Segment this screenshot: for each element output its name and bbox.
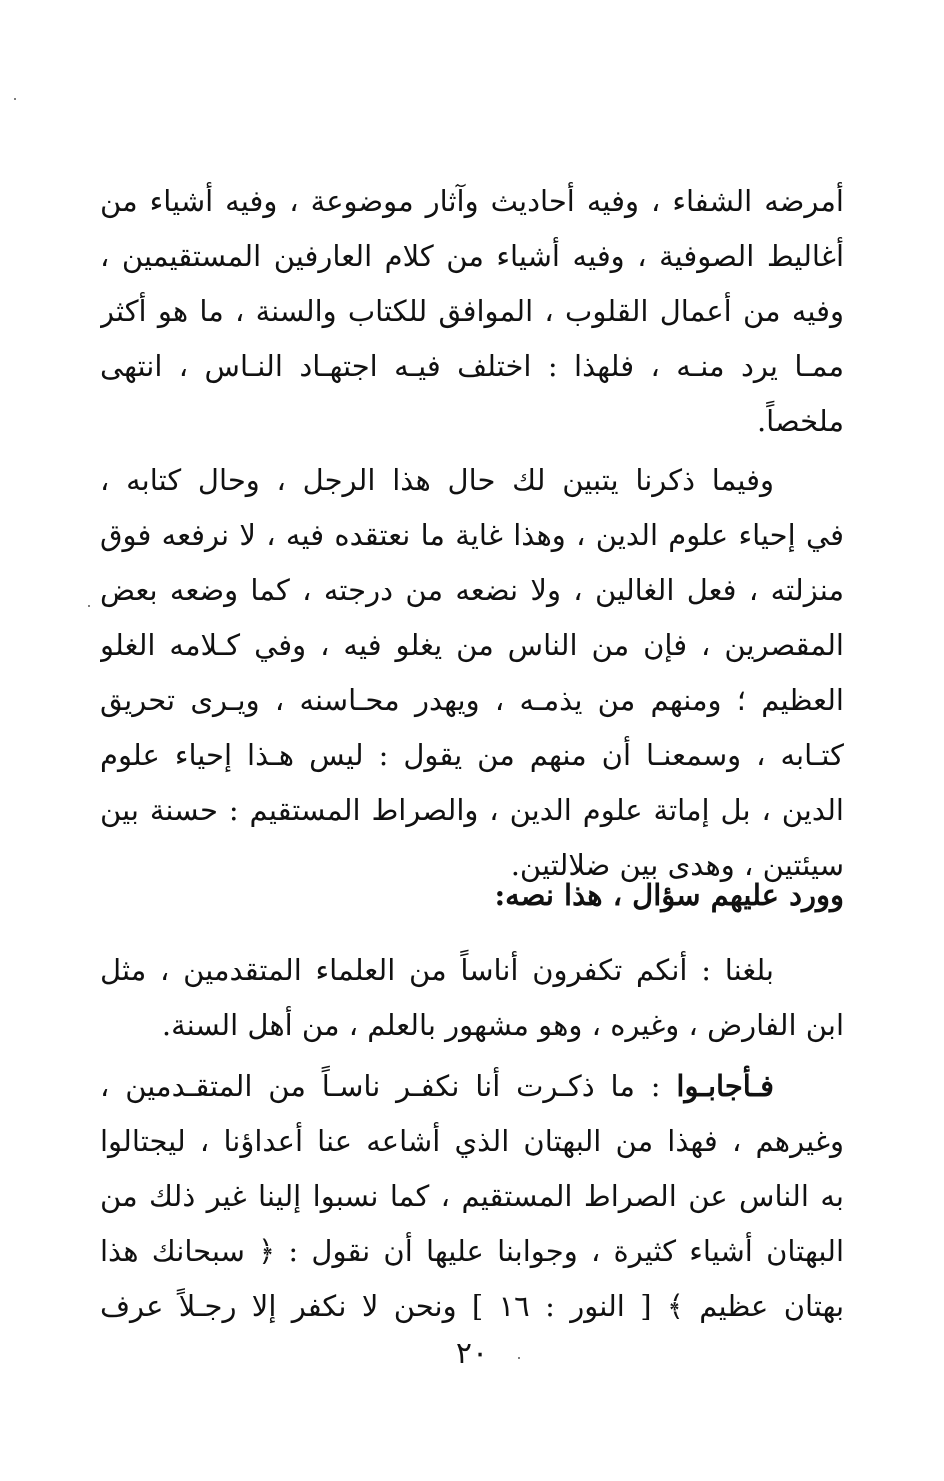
text-line: المقصرين ، فإن من الناس من يغلو فيه ، وفي كـلامه الغلو: [100, 628, 844, 662]
scan-speck: [88, 605, 90, 607]
text-line: ممـا يرد منـه ، فلهذا : اختلف فيـه اجتهـاد النـاس ، انتهى: [100, 349, 844, 383]
text-line: ابن الفارض ، وغيره ، وهو مشهور بالعلم ، من أهل السنة.: [161, 1008, 844, 1042]
text-line: العظيم ؛ ومنهم من يذمـه ، ويهدر محـاسنه ، ويـرى تحريق: [100, 683, 844, 717]
text-line: وفيه من أعمال القلوب ، الموافق للكتاب والسنة ، ما هو أكثر: [100, 294, 844, 328]
paragraph-3: [100, 943, 844, 1053]
paragraph-2: [100, 453, 844, 893]
text-line: به الناس عن الصراط المستقيم ، كما نسبوا إلينا غير ذلك من: [100, 1179, 844, 1213]
text-line: ملخصاً.: [756, 404, 844, 438]
text-line: [100, 1059, 844, 1114]
text-line: الدين ، بل إماتة علوم الدين ، والصراط المستقيم : حسنة بين: [100, 793, 844, 827]
text-line: سيئتين ، وهدى بين ضلالتين.: [510, 848, 844, 882]
text-line: أغاليط الصوفية ، وفيه أشياء من كلام العارفين المستقيمين ،: [100, 239, 844, 273]
answer-lead: فـأجابـوا: [676, 1069, 774, 1103]
section-heading: وورد عليهم سؤال ، هذا نصه:: [494, 878, 844, 912]
paragraph-4: [100, 1059, 844, 1334]
text-line: وغيرهم ، فهذا من البهتان الذي أشاعه عنا أعداؤنا ، ليجتالوا: [100, 1124, 844, 1158]
text-line: في إحياء علوم الدين ، وهذا غاية ما نعتقده فيه ، لا نرفعه فوق: [100, 518, 844, 552]
page-number: ٢٠: [455, 1336, 489, 1371]
text-line: أمرضه الشفاء ، وفيه أحاديث وآثار موضوعة ، وفيه أشياء من: [100, 184, 844, 218]
text-line: كتـابه ، وسمعنـا أن منهم من يقول : ليس هـذا إحياء علوم: [100, 738, 844, 772]
text-line: منزلته ، فعل الغالين ، ولا نضعه من درجته ، كما وضعه بعض: [100, 573, 844, 607]
text-line: بهتان عظيم ﴾ [ النور : ١٦ ] ونحن لا نكفر إلا رجـلاً عرف: [100, 1289, 844, 1323]
scan-speck: [14, 98, 16, 100]
text-line: وفيما ذكرنا يتبين لك حال هذا الرجل ، وحال كتابه ،: [100, 463, 774, 497]
paragraph-1: [100, 174, 844, 449]
text-line: البهتان أشياء كثيرة ، وجوابنا عليها أن نقول : ﴿ سبحانك هذا: [100, 1234, 844, 1268]
text-run: : ما ذكـرت أنا نكفـر ناسـاً من المتقـدمين ،: [100, 1069, 677, 1103]
text-line: بلغنا : أنكم تكفرون أناساً من العلماء المتقدمين ، مثل: [100, 953, 774, 987]
